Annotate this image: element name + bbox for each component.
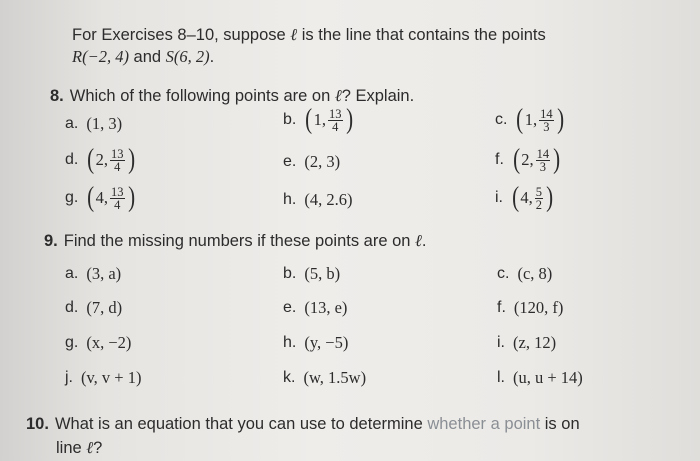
item-value: (2, 3): [304, 152, 341, 171]
item-value: ( 2, $\frac{14}{3}$ ): [513, 144, 561, 175]
q9-item-l: [497, 368, 583, 388]
fraction-numerator: 14: [540, 106, 553, 121]
q8-item-a: [65, 114, 122, 134]
ordered-pair-x: 2,: [521, 150, 534, 169]
line-symbol: ℓ: [415, 231, 422, 250]
fraction: [110, 148, 125, 173]
fraction: [328, 108, 343, 133]
q8-item-f: [495, 146, 561, 174]
ordered-pair-x: 4,: [520, 188, 533, 207]
q9-item-e: [283, 298, 347, 318]
question-10-line-2: [26, 436, 580, 460]
q8-item-c: [495, 106, 565, 134]
question-text: Which of the following points are on: [69, 87, 331, 105]
q8-item-i: [495, 184, 554, 212]
item-value: (v, v + 1): [81, 368, 142, 387]
fraction-denominator: 4: [332, 119, 339, 134]
q9-item-g: [65, 333, 131, 353]
fraction-numerator: 14: [536, 146, 550, 161]
q9-item-a: [65, 264, 121, 284]
item-value: ( 1, $\frac{14}{3}$ ): [516, 104, 564, 135]
item-label: e.: [283, 299, 297, 316]
item-value: (z, 12): [513, 333, 557, 352]
fraction-denominator: 2: [535, 197, 542, 212]
line-word: line: [56, 439, 82, 457]
item-label: c.: [495, 111, 508, 128]
q9-item-f: [497, 298, 563, 318]
intro-text-suffix: is the line that contains the points: [301, 26, 546, 44]
fraction-denominator: 4: [114, 159, 121, 174]
item-label: k.: [283, 369, 296, 386]
item-label: d.: [65, 299, 79, 316]
item-label: g.: [65, 189, 79, 206]
fraction: [110, 186, 125, 211]
exercise-intro: [72, 24, 546, 68]
item-label: h.: [283, 191, 297, 208]
question-mark: ?: [93, 439, 103, 457]
item-label: f.: [495, 151, 504, 168]
q9-item-j: [65, 368, 141, 388]
fraction: [536, 148, 551, 173]
item-value: ( 1, $\frac{13}{4}$ ): [305, 104, 353, 135]
question-number: 9.: [44, 232, 58, 250]
item-value: (c, 8): [517, 264, 553, 283]
q9-item-i: [497, 333, 556, 353]
faded-text: whether a point: [427, 415, 541, 433]
item-label: e.: [283, 153, 297, 170]
fraction-numerator: 13: [111, 146, 124, 161]
q8-item-e: [283, 152, 340, 172]
item-label: j.: [65, 369, 73, 386]
question-text: Find the missing numbers if these points are on: [63, 232, 411, 250]
period: .: [421, 232, 427, 250]
item-value: (13, e): [304, 298, 348, 317]
ordered-pair-x: 2,: [95, 150, 109, 169]
item-label: h.: [283, 334, 297, 351]
line-symbol: ℓ: [86, 438, 94, 457]
intro-text: For Exercises 8–10, suppose: [72, 26, 286, 44]
item-label: a.: [65, 115, 79, 132]
and-text: and: [133, 48, 162, 66]
fraction-numerator: 13: [111, 184, 124, 199]
fraction-denominator: 3: [539, 159, 546, 174]
ordered-pair-x: 1,: [313, 110, 327, 129]
point-r: R(−2, 4): [72, 47, 129, 66]
item-label: g.: [65, 334, 79, 351]
q9-item-b: [283, 264, 340, 284]
item-value: (4, 2.6): [304, 190, 353, 209]
line-symbol: ℓ: [334, 86, 342, 105]
intro-line-1: [72, 24, 546, 46]
item-value: (u, u + 14): [513, 368, 583, 387]
q9-item-d: [65, 298, 122, 318]
q8-item-d: [65, 146, 136, 174]
point-s: S(6, 2): [165, 47, 210, 66]
item-value: ( 4, $\frac{13}{4}$ ): [87, 182, 135, 213]
ordered-pair-x: 4,: [95, 188, 109, 207]
item-label: i.: [497, 334, 505, 351]
question-text-end: is on: [544, 415, 580, 433]
intro-line-2: [72, 46, 546, 68]
q8-item-h: [283, 190, 352, 210]
q9-item-h: [283, 333, 348, 353]
fraction-numerator: 13: [329, 106, 342, 121]
fraction-denominator: 3: [543, 119, 550, 134]
item-label: i.: [495, 189, 503, 206]
item-value: (1, 3): [86, 114, 123, 133]
question-number: 10.: [26, 415, 49, 433]
line-symbol: ℓ: [290, 25, 298, 44]
item-label: b.: [283, 265, 297, 282]
item-label: l.: [497, 369, 505, 386]
item-value: (120, f): [513, 298, 564, 317]
question-text: What is an equation that you can use to determine: [54, 415, 423, 433]
q8-item-b: [283, 106, 354, 134]
q9-item-c: [497, 264, 552, 284]
ordered-pair-x: 1,: [524, 110, 538, 129]
item-value: (x, −2): [86, 333, 132, 352]
item-value: (w, 1.5w): [303, 368, 367, 387]
question-8-heading: [50, 86, 414, 106]
item-label: f.: [497, 299, 506, 316]
item-label: d.: [65, 151, 79, 168]
item-value: (5, b): [304, 264, 341, 283]
fraction-numerator: 5: [535, 184, 542, 199]
question-10-line-1: [26, 412, 580, 436]
item-label: a.: [65, 265, 79, 282]
q8-item-g: [65, 184, 136, 212]
period: .: [209, 48, 215, 66]
fraction: [539, 108, 554, 133]
fraction-denominator: 4: [114, 197, 121, 212]
item-label: b.: [283, 111, 297, 128]
question-10: [26, 412, 580, 460]
item-value: (7, d): [86, 298, 123, 317]
item-value: ( 2, $\frac{13}{4}$ ): [87, 144, 135, 175]
item-value: ( 4, $\frac{5}{2}$ ): [512, 182, 554, 213]
item-label: c.: [497, 265, 510, 282]
question-number: 8.: [50, 87, 64, 105]
item-value: (3, a): [86, 264, 122, 283]
fraction: [535, 186, 543, 211]
question-9-heading: [44, 231, 427, 251]
q9-item-k: [283, 368, 366, 388]
item-value: (y, −5): [304, 333, 349, 352]
question-text-suffix: ? Explain.: [341, 87, 415, 105]
